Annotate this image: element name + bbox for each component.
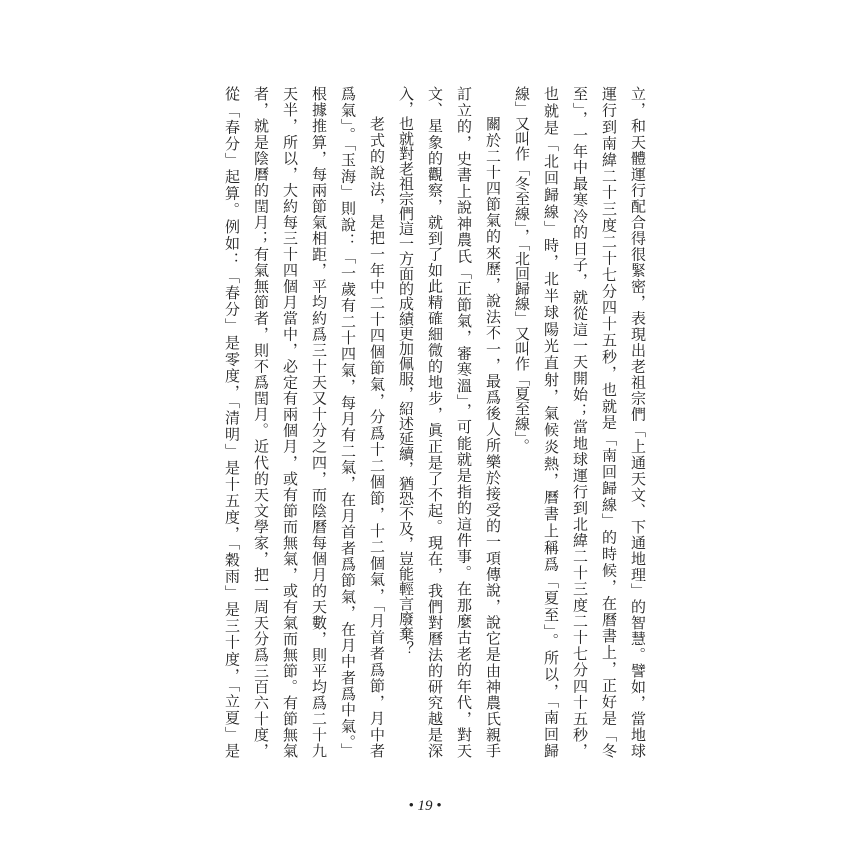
vertical-body-text	[217, 86, 652, 758]
text-column: 老式的說法，是把一年中二十四個節氣，分爲十二個節，十二個氣，「月首者爲節，月中者	[368, 116, 386, 758]
text-column: 訂立的，史書上說神農氏「正節氣，審寒溫」，可能就是指的這件事。在那麼古老的年代，對天	[455, 86, 473, 758]
text-column: 線」又叫作「冬至線」，「北回歸線」又叫作「夏至線」。	[513, 86, 531, 454]
text-column: 者，就是陰曆的閏月；有氣無節者，則不爲閏月。近代的天文學家，把一周天分爲三百六十度，	[252, 86, 270, 758]
text-column: 從「春分」起算。例如：「春分」是零度，「清明」是十五度，「穀雨」是三十度，「立夏」是	[223, 86, 241, 758]
text-column: 立，和天體運行配合得很緊密，表現出老祖宗們「上通天文、下通地理」的智慧。譬如，當地球	[629, 86, 647, 758]
text-column: 天半，所以，大約每三十四個月當中，必定有兩個月，或有節而無氣，或有氣而無節。有節無氣	[281, 86, 299, 758]
text-column: 根據推算，每兩節氣相距，平均約爲三十天又十分之四，而陰曆每個月的天數，則平均爲二十九	[310, 86, 328, 758]
text-column: 關於二十四節氣的來歷，說法不一，最爲後人所樂於接受的一項傳說，說它是由神農氏親手	[484, 116, 502, 758]
text-column: 入，也就對老祖宗們這一方面的成績更加佩服，紹述延續，猶恐不及，豈能輕言廢棄？	[397, 86, 415, 656]
text-column: 文、星象的觀察，就到了如此精確細微的地步，眞正是了不起。現在，我們對曆法的研究越是深	[426, 86, 444, 758]
text-column: 運行到南緯二十三度二十七分四十五秒，也就是「南回歸線」的時候，在曆書上，正好是「冬	[600, 86, 618, 758]
page-number: • 19 •	[408, 798, 442, 814]
text-column: 至」，一年中最寒冷的日子，就從這一天開始；當地球運行到北緯二十三度二十七分四十五秒，	[571, 86, 589, 758]
text-column: 也就是「北回歸線」時，北半球陽光直射，氣候炎熱，曆書上稱爲「夏至」。所以，「南回歸	[542, 86, 560, 758]
text-column: 爲氣」。「玉海」則說：「一歲有二十四氣，每月有二氣，在月首者爲節氣，在月中者爲中氣。」	[339, 86, 357, 758]
